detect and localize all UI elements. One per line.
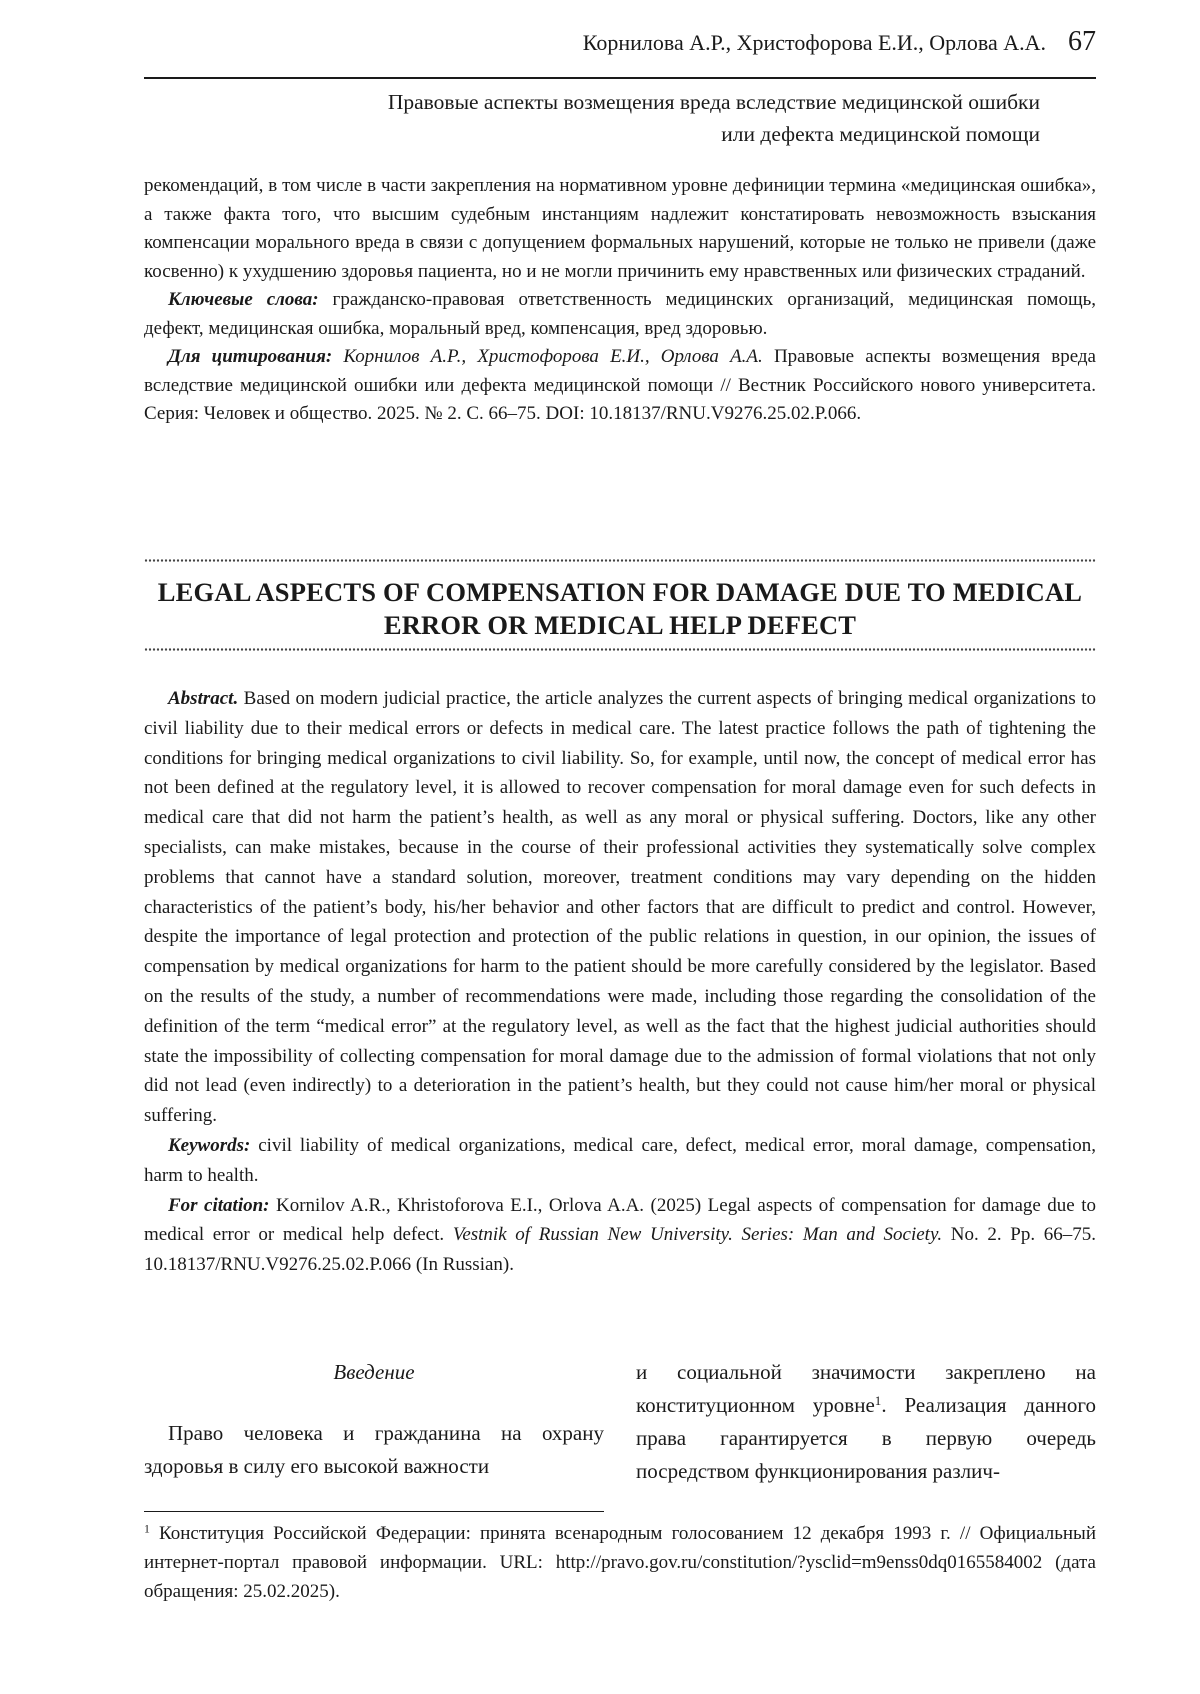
ru-citation-text: Правовые аспекты возмещения вреда вследствие медицинской ошибки или дефекта медицинской помощи // Вестник Российского нового университета. Серия: Человек и общество. 2025. № 2. С. 66–75. DOI: 10.18137/RNU.V9276.25.02.P.066. — [144, 346, 1096, 424]
title-ornament-top — [144, 558, 1096, 563]
intro-right-column — [636, 1356, 1096, 1488]
footnote — [144, 1519, 1096, 1606]
ru-keywords — [144, 286, 1096, 343]
en-citation-label: For citation: — [168, 1194, 270, 1216]
header-rule — [144, 77, 1096, 79]
intro-heading: Введение — [333, 1360, 415, 1384]
ru-citation — [144, 343, 1096, 429]
en-abstract-block — [144, 684, 1096, 1280]
ru-abstract-block — [144, 172, 1096, 429]
en-keywords-label: Keywords: — [168, 1134, 251, 1156]
en-citation-journal: Vestnik of Russian New University. Series: Man and Society. — [452, 1224, 943, 1246]
ru-citation-label: Для цитирования: — [168, 346, 333, 367]
ru-keywords-label: Ключевые слова: — [168, 289, 319, 310]
intro-right-text-a: и социальной значимости закреплено на конституционном уровне — [636, 1360, 1096, 1417]
intro-right-text-b: . Реализация данного права гарантируется в первую очередь посредством функционирования различ- — [636, 1393, 1097, 1483]
en-abstract-label: Abstract. — [168, 688, 239, 709]
running-title-line-2: или дефекта медицинской помощи — [721, 122, 1040, 146]
ru-keywords-text: гражданско-правовая ответственность медицинских организаций, медицинская помощь, дефект, медицинская ошибка, моральный вред, компенсация, вред здоровью. — [144, 289, 1096, 339]
intro-left-text: Право человека и гражданина на охрану здоровья в силу его высокой важности — [144, 1421, 604, 1478]
footnote-reference: 1 — [874, 1392, 882, 1408]
intro-left-column — [144, 1356, 604, 1483]
running-header — [144, 26, 1096, 58]
en-citation-tail: No. 2. Pp. 66–75. 10.18137/RNU.V9276.25.02.P.066 (In Russian). — [144, 1224, 1096, 1276]
title-ornament-bottom — [144, 647, 1096, 652]
english-title: LEGAL ASPECTS OF COMPENSATION FOR DAMAGE DUE TO MEDICAL ERROR OR MEDICAL HELP DEFECT — [157, 577, 1083, 640]
en-abstract — [144, 684, 1096, 1131]
en-citation-text: Kornilov A.R., Khristoforova E.I., Orlova A.A. (2025) Legal aspects of compensation for damage due to medical error or medical help defect. — [144, 1194, 1096, 1246]
footnote-rule — [144, 1511, 604, 1512]
ru-citation-authors: Корнилов А.Р., Христофорова Е.И., Орлова А.А. — [332, 346, 763, 367]
intro-right-text — [636, 1356, 1096, 1488]
footnote-mark: 1 — [144, 1522, 150, 1536]
ru-abstract-tail: рекомендаций, в том числе в части закрепления на нормативном уровне дефиниции термина «медицинская ошибка», а также факта того, что высшим судебным инстанциям надлежит констатировать невозможность взыскания компенсации морального вреда в связи с допущением формальных нарушений, которые не только не привели (даже косвенно) к ухудшению здоровья пациента, но и не могли причинить ему нравственных или физических страданий. — [144, 175, 1096, 282]
page-number: 67 — [1068, 26, 1096, 57]
footnote-text: Конституция Российской Федерации: принята всенародным голосованием 12 декабря 1993 г. // Официальный интернет-портал правовой информации. URL: http://pravo.gov.ru/constitution/?ysclid=m9enss0dq0165584002 (дата обращения: 25.02.2025). — [144, 1523, 1096, 1602]
en-keywords-text: civil liability of medical organizations, medical care, defect, medical error, moral damage, compensation, harm to health. — [144, 1134, 1096, 1186]
en-keywords — [144, 1131, 1096, 1191]
header-authors: Корнилова А.Р., Христофорова Е.И., Орлова А.А. — [582, 30, 1046, 55]
en-citation — [144, 1191, 1096, 1280]
en-abstract-text: Based on modern judicial practice, the article analyzes the current aspects of bringing medical organizations to civil liability due to their medical errors or defects in medical care. The latest practice follows the path of tightening the conditions for bringing medical organizations to civil liability. So, for example, until now, the concept of medical error has not been defined at the regulatory level, it is allowed to recover compensation for moral damage even for such defects in medical care that did not harm the patient’s health, as well as any moral or physical suffering. Doctors, like any other specialists, can make mistakes, because in the course of their professional activities they systematically solve complex problems that cannot have a standard solution, moreover, treatment conditions may vary depending on the hidden characteristics of the patient’s body, his/her behavior and other factors that are difficult to predict and control. However, despite the importance of legal protection and protection of the public relations in question, in our opinion, the issues of compensation by medical organizations for harm to the patient should be more carefully considered by the legislator. Based on the results of the study, a number of recommendations were made, including those regarding the consolidation of the definition of the term “medical error” at the regulatory level, as well as the fact that the highest judicial authorities should state the impossibility of collecting compensation for moral damage due to the admission of formal violations that not only did not lead (even indirectly) to a deterioration in the patient’s health, but they could not cause him/her moral or physical suffering. — [144, 688, 1096, 1127]
running-title-line-1: Правовые аспекты возмещения вреда вследствие медицинской ошибки — [387, 90, 1040, 114]
running-title — [280, 86, 1040, 150]
